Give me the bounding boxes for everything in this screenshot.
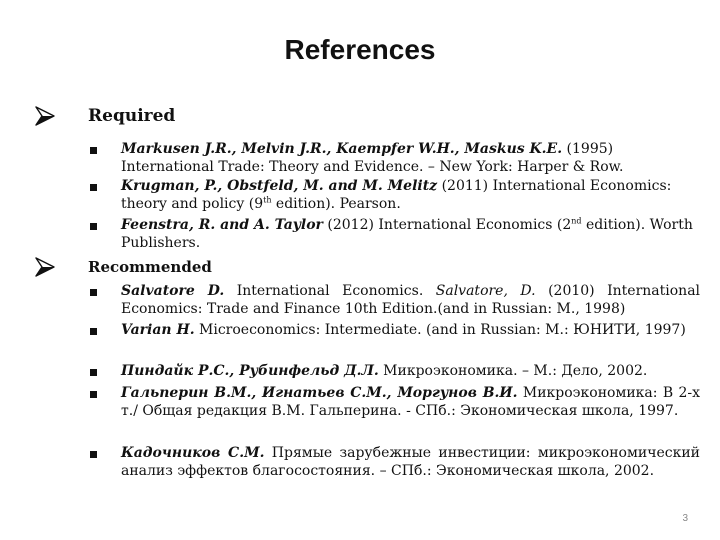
page-number: 3	[682, 513, 688, 524]
reference-authors: Salvatore D.	[121, 283, 225, 299]
reference-details: Прямые зарубежные инвестиции: микроэкономический анализ эффектов благосостояния. – СПб.: Экономическая школа, 2002.	[121, 445, 701, 479]
reference-details-end: edition). Pearson.	[271, 196, 401, 212]
section-label: Recommended	[88, 258, 212, 276]
reference-item	[90, 444, 700, 480]
section-recommended-heading	[34, 256, 212, 278]
arrow-bullet-icon	[34, 256, 56, 278]
reference-details-end: edition). Worth Publishers.	[121, 217, 693, 251]
reference-authors: Varian H.	[121, 322, 195, 338]
square-bullet-icon	[90, 328, 97, 335]
reference-item	[90, 140, 700, 176]
reference-item	[90, 216, 700, 252]
reference-details: International Economics.	[224, 283, 436, 299]
square-bullet-icon	[90, 184, 97, 191]
reference-details: Microeconomics: Intermediate. (and in Russian: M.: ЮНИТИ, 1997)	[194, 322, 686, 338]
reference-details: (2012) International Economics (2	[322, 217, 572, 233]
reference-authors: Krugman, P., Obstfeld, M. and M. Melitz	[121, 178, 438, 194]
section-required-heading	[34, 105, 175, 127]
ordinal-superscript: nd	[571, 216, 582, 226]
reference-item	[90, 321, 700, 339]
section-label: Required	[88, 106, 176, 126]
page-title: References	[284, 34, 436, 65]
reference-item	[90, 362, 700, 380]
reference-details: Микроэкономика. – М.: Дело, 2002.	[378, 363, 648, 379]
square-bullet-icon	[90, 451, 97, 458]
arrow-bullet-icon	[34, 105, 56, 127]
square-bullet-icon	[90, 369, 97, 376]
reference-authors: Markusen J.R., Melvin J.R., Kaempfer W.H., Maskus K.E.	[121, 141, 563, 157]
reference-details: (2011) International Economics: theory and policy (9	[121, 178, 672, 212]
reference-authors: Гальперин В.М., Игнатьев С.М., Моргунов В.И.	[121, 385, 518, 401]
square-bullet-icon	[90, 289, 97, 296]
reference-authors: Feenstra, R. and A. Taylor	[121, 217, 323, 233]
reference-item	[90, 384, 700, 420]
reference-item	[90, 282, 700, 318]
reference-item	[90, 177, 700, 213]
square-bullet-icon	[90, 223, 97, 230]
square-bullet-icon	[90, 391, 97, 398]
ordinal-superscript: th	[263, 195, 272, 205]
reference-details: Микроэкономика: В 2-х т./ Общая редакция В.М. Гальперина. - СПб.: Экономическая школа, 1997.	[121, 385, 701, 419]
reference-editor: Salvatore, D.	[435, 283, 536, 299]
reference-authors: Кадочников С.М.	[121, 445, 265, 461]
reference-details: (1995) International Trade: Theory and Evidence. – New York: Harper & Row.	[121, 141, 624, 175]
square-bullet-icon	[90, 147, 97, 154]
reference-details-end: (2010) International Economics: Trade and Finance 10th Edition.(and in Russian: M., 1998)	[121, 283, 701, 317]
reference-authors: Пиндайк Р.С., Рубинфельд Д.Л.	[121, 363, 379, 379]
